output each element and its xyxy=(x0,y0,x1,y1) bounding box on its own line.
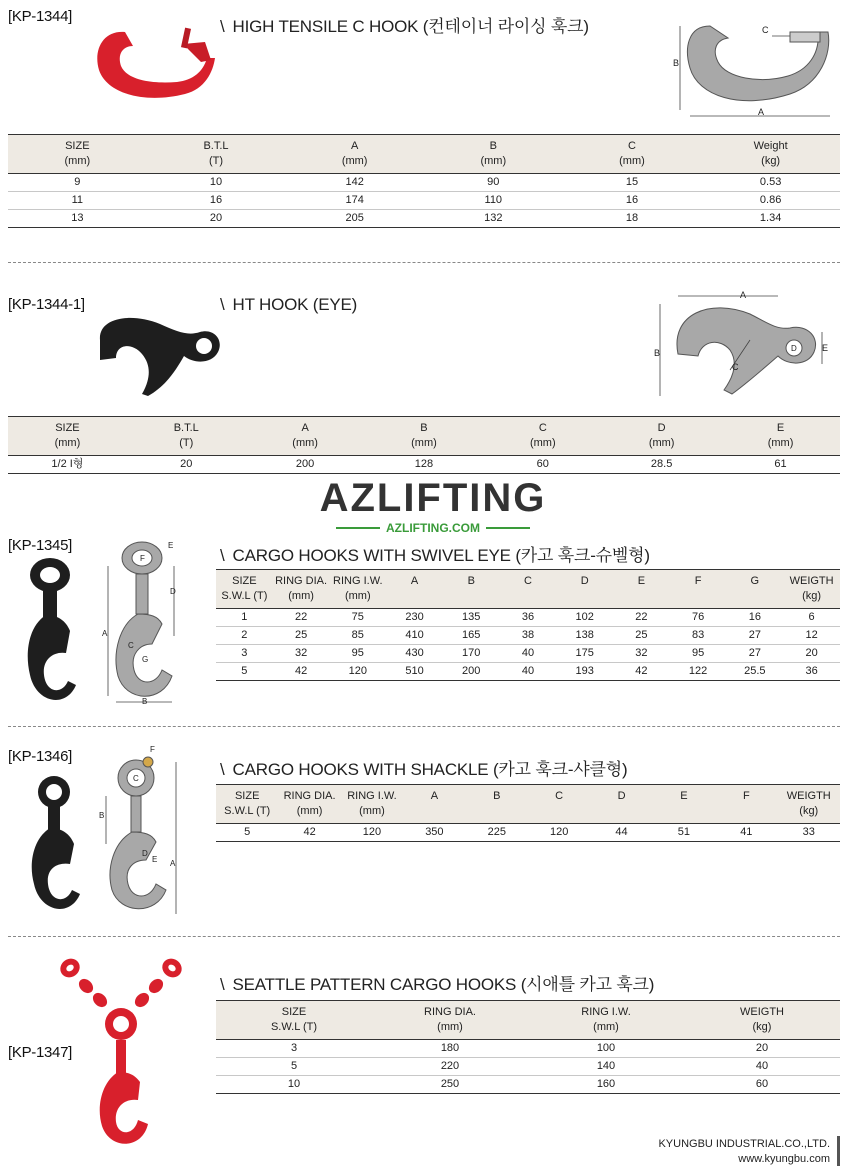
table-cell: 250 xyxy=(372,1076,528,1094)
column-header: E (mm) xyxy=(721,417,840,456)
table-cell: 11 xyxy=(8,192,147,210)
shackle-hook-diagram xyxy=(96,744,186,919)
table-cell: 135 xyxy=(443,609,500,627)
column-header: E xyxy=(613,570,670,609)
column-header: B.T.L (T) xyxy=(147,135,286,174)
product-title-kp1344-1: \ HT HOOK (EYE) xyxy=(220,295,358,314)
table-cell: 20 xyxy=(147,210,286,228)
table-cell: 5 xyxy=(216,663,273,681)
table-cell: 33 xyxy=(778,824,840,842)
table-cell: 27 xyxy=(726,627,783,645)
product-code-kp1345: [KP-1345] xyxy=(8,537,73,554)
product-title-kp1347: \ SEATTLE PATTERN CARGO HOOKS (시애틀 카고 훅크) xyxy=(220,975,655,994)
eye-hook-diagram xyxy=(650,284,835,404)
dim-f: F xyxy=(150,745,155,754)
dim-d: D xyxy=(791,344,797,353)
table-cell: 40 xyxy=(500,645,557,663)
table-cell: 1/2 I형 xyxy=(8,456,127,474)
table-cell: 5 xyxy=(216,824,278,842)
seattle-hook-photo xyxy=(56,954,186,1154)
table-cell: 20 xyxy=(684,1040,840,1058)
table-cell: 350 xyxy=(403,824,465,842)
table-cell: 102 xyxy=(556,609,613,627)
table-cell: 20 xyxy=(783,645,840,663)
table-cell: 16 xyxy=(147,192,286,210)
spec-table-kp1346 xyxy=(216,784,840,842)
dim-a: A xyxy=(102,629,108,638)
table-cell: 85 xyxy=(329,627,386,645)
table-cell: 38 xyxy=(500,627,557,645)
column-header: B (mm) xyxy=(424,135,563,174)
table-cell: 510 xyxy=(386,663,443,681)
column-header: F xyxy=(670,570,727,609)
table-cell: 165 xyxy=(443,627,500,645)
column-header: C (mm) xyxy=(563,135,702,174)
table-row xyxy=(216,1040,840,1058)
table-cell: 12 xyxy=(783,627,840,645)
dim-f: F xyxy=(140,554,145,563)
table-cell: 32 xyxy=(273,645,330,663)
spec-table-kp1344 xyxy=(8,134,840,228)
table-cell: 15 xyxy=(563,174,702,192)
column-header: RING DIA. (mm) xyxy=(278,785,340,824)
table-cell: 2 xyxy=(216,627,273,645)
product-code-kp1344: [KP-1344] xyxy=(8,8,73,25)
dim-b: B xyxy=(142,697,148,706)
table-cell: 36 xyxy=(500,609,557,627)
column-header: D xyxy=(556,570,613,609)
table-cell: 41 xyxy=(715,824,777,842)
table-cell: 122 xyxy=(670,663,727,681)
dim-a: A xyxy=(170,859,176,868)
table-cell: 193 xyxy=(556,663,613,681)
table-cell: 42 xyxy=(613,663,670,681)
table-cell: 200 xyxy=(443,663,500,681)
column-header: A (mm) xyxy=(285,135,424,174)
table-cell: 27 xyxy=(726,645,783,663)
table-cell: 6 xyxy=(783,609,840,627)
dim-e: E xyxy=(152,855,158,864)
column-header: SIZE S.W.L (T) xyxy=(216,1001,372,1040)
product-title-kp1344: \ HIGH TENSILE C HOOK (컨테이너 라이싱 훅크) xyxy=(220,17,589,36)
column-header: F xyxy=(715,785,777,824)
table-cell: 20 xyxy=(127,456,246,474)
table-row xyxy=(216,663,840,681)
table-cell: 200 xyxy=(246,456,365,474)
dim-c: C xyxy=(732,362,739,372)
section-divider xyxy=(8,262,840,263)
table-row xyxy=(8,456,840,474)
table-cell: 170 xyxy=(443,645,500,663)
dim-e: E xyxy=(168,541,174,550)
table-cell: 25.5 xyxy=(726,663,783,681)
table-cell: 205 xyxy=(285,210,424,228)
table-cell: 128 xyxy=(365,456,484,474)
table-cell: 120 xyxy=(329,663,386,681)
column-header: SIZE S.W.L (T) xyxy=(216,785,278,824)
swivel-hook-diagram xyxy=(100,536,185,708)
column-header: A xyxy=(386,570,443,609)
table-cell: 16 xyxy=(726,609,783,627)
column-header: WEIGTH (kg) xyxy=(778,785,840,824)
table-row xyxy=(8,174,840,192)
table-cell: 75 xyxy=(329,609,386,627)
column-header: C (mm) xyxy=(483,417,602,456)
dim-b: B xyxy=(673,58,680,68)
table-cell: 3 xyxy=(216,1040,372,1058)
column-header: B.T.L (T) xyxy=(127,417,246,456)
table-cell: 25 xyxy=(273,627,330,645)
product-code-kp1344-1: [KP-1344-1] xyxy=(8,296,85,313)
dim-g: G xyxy=(142,655,149,664)
spec-table-kp1344-1 xyxy=(8,416,840,474)
table-row xyxy=(8,192,840,210)
column-header: RING I.W. (mm) xyxy=(341,785,403,824)
footer xyxy=(658,1137,830,1167)
section-divider xyxy=(8,726,840,727)
table-cell: 95 xyxy=(329,645,386,663)
column-header: WEIGTH (kg) xyxy=(684,1001,840,1040)
dim-c: C xyxy=(762,25,769,35)
table-cell: 120 xyxy=(528,824,590,842)
dim-a: A xyxy=(740,290,747,300)
column-header: B xyxy=(466,785,528,824)
table-cell: 32 xyxy=(613,645,670,663)
column-header: RING I.W. (mm) xyxy=(329,570,386,609)
column-header: B (mm) xyxy=(365,417,484,456)
column-header: C xyxy=(500,570,557,609)
column-header: A xyxy=(403,785,465,824)
table-cell: 16 xyxy=(563,192,702,210)
table-cell: 28.5 xyxy=(602,456,721,474)
table-cell: 160 xyxy=(528,1076,684,1094)
column-header: SIZE (mm) xyxy=(8,417,127,456)
table-cell: 100 xyxy=(528,1040,684,1058)
table-cell: 60 xyxy=(684,1076,840,1094)
column-header: D (mm) xyxy=(602,417,721,456)
table-cell: 138 xyxy=(556,627,613,645)
table-row xyxy=(216,1076,840,1094)
table-cell: 25 xyxy=(613,627,670,645)
table-row xyxy=(8,210,840,228)
c-hook-diagram xyxy=(670,18,840,123)
table-row xyxy=(216,645,840,663)
column-header: G xyxy=(726,570,783,609)
column-header: RING DIA. (mm) xyxy=(273,570,330,609)
column-header: SIZE S.W.L (T) xyxy=(216,570,273,609)
dim-d: D xyxy=(142,849,148,858)
column-header: E xyxy=(653,785,715,824)
table-cell: 61 xyxy=(721,456,840,474)
dim-b: B xyxy=(654,348,661,358)
table-cell: 22 xyxy=(613,609,670,627)
table-cell: 110 xyxy=(424,192,563,210)
table-cell: 5 xyxy=(216,1058,372,1076)
column-header: C xyxy=(528,785,590,824)
swivel-hook-photo xyxy=(10,555,90,715)
table-cell: 60 xyxy=(483,456,602,474)
table-cell: 430 xyxy=(386,645,443,663)
table-cell: 132 xyxy=(424,210,563,228)
watermark xyxy=(288,478,578,535)
dim-d: D xyxy=(170,587,176,596)
table-cell: 225 xyxy=(466,824,528,842)
product-title-kp1345: \ CARGO HOOKS WITH SWIVEL EYE (카고 훅크-슈벨형) xyxy=(220,546,650,565)
dim-a: A xyxy=(758,107,765,117)
table-row xyxy=(216,824,840,842)
table-cell: 410 xyxy=(386,627,443,645)
dim-c: C xyxy=(133,774,139,783)
table-cell: 42 xyxy=(278,824,340,842)
table-cell: 76 xyxy=(670,609,727,627)
watermark-url: AZLIFTING.COM xyxy=(288,521,578,535)
table-cell: 0.53 xyxy=(701,174,840,192)
table-cell: 120 xyxy=(341,824,403,842)
table-cell: 83 xyxy=(670,627,727,645)
product-title-kp1346: \ CARGO HOOKS WITH SHACKLE (카고 훅크-샤클형) xyxy=(220,760,628,779)
eye-hook-photo xyxy=(90,310,225,400)
column-header: SIZE (mm) xyxy=(8,135,147,174)
column-header: B xyxy=(443,570,500,609)
table-row xyxy=(216,609,840,627)
product-code-kp1347: [KP-1347] xyxy=(8,1044,73,1061)
table-cell: 3 xyxy=(216,645,273,663)
table-cell: 51 xyxy=(653,824,715,842)
spec-table-kp1347 xyxy=(216,1000,840,1094)
table-row xyxy=(216,1058,840,1076)
table-cell: 0.86 xyxy=(701,192,840,210)
shackle-hook-photo xyxy=(14,772,94,922)
table-cell: 10 xyxy=(216,1076,372,1094)
dim-b: B xyxy=(99,811,105,820)
table-cell: 44 xyxy=(590,824,652,842)
table-row xyxy=(216,627,840,645)
column-header: D xyxy=(590,785,652,824)
table-cell: 42 xyxy=(273,663,330,681)
column-header: WEIGTH (kg) xyxy=(783,570,840,609)
table-cell: 9 xyxy=(8,174,147,192)
table-cell: 22 xyxy=(273,609,330,627)
column-header: A (mm) xyxy=(246,417,365,456)
table-cell: 1.34 xyxy=(701,210,840,228)
table-cell: 36 xyxy=(783,663,840,681)
spec-table-kp1345 xyxy=(216,569,840,681)
column-header: RING I.W. (mm) xyxy=(528,1001,684,1040)
table-cell: 140 xyxy=(528,1058,684,1076)
table-cell: 40 xyxy=(684,1058,840,1076)
c-hook-photo xyxy=(85,24,225,109)
table-cell: 13 xyxy=(8,210,147,228)
table-cell: 90 xyxy=(424,174,563,192)
table-cell: 95 xyxy=(670,645,727,663)
table-cell: 180 xyxy=(372,1040,528,1058)
footer-accent-bar xyxy=(837,1136,840,1166)
column-header: RING DIA. (mm) xyxy=(372,1001,528,1040)
table-cell: 220 xyxy=(372,1058,528,1076)
table-cell: 230 xyxy=(386,609,443,627)
table-cell: 174 xyxy=(285,192,424,210)
table-cell: 18 xyxy=(563,210,702,228)
table-cell: 40 xyxy=(500,663,557,681)
table-cell: 1 xyxy=(216,609,273,627)
dim-e: E xyxy=(822,343,829,353)
table-cell: 142 xyxy=(285,174,424,192)
footer-company: KYUNGBU INDUSTRIAL.CO.,LTD. xyxy=(658,1138,830,1150)
product-code-kp1346: [KP-1346] xyxy=(8,748,73,765)
table-cell: 175 xyxy=(556,645,613,663)
dim-c: C xyxy=(128,641,134,650)
watermark-logo: AZLIFTING xyxy=(319,476,547,520)
section-divider xyxy=(8,936,840,937)
table-cell: 10 xyxy=(147,174,286,192)
column-header: Weight (kg) xyxy=(701,135,840,174)
footer-website: www.kyungbu.com xyxy=(738,1153,830,1165)
